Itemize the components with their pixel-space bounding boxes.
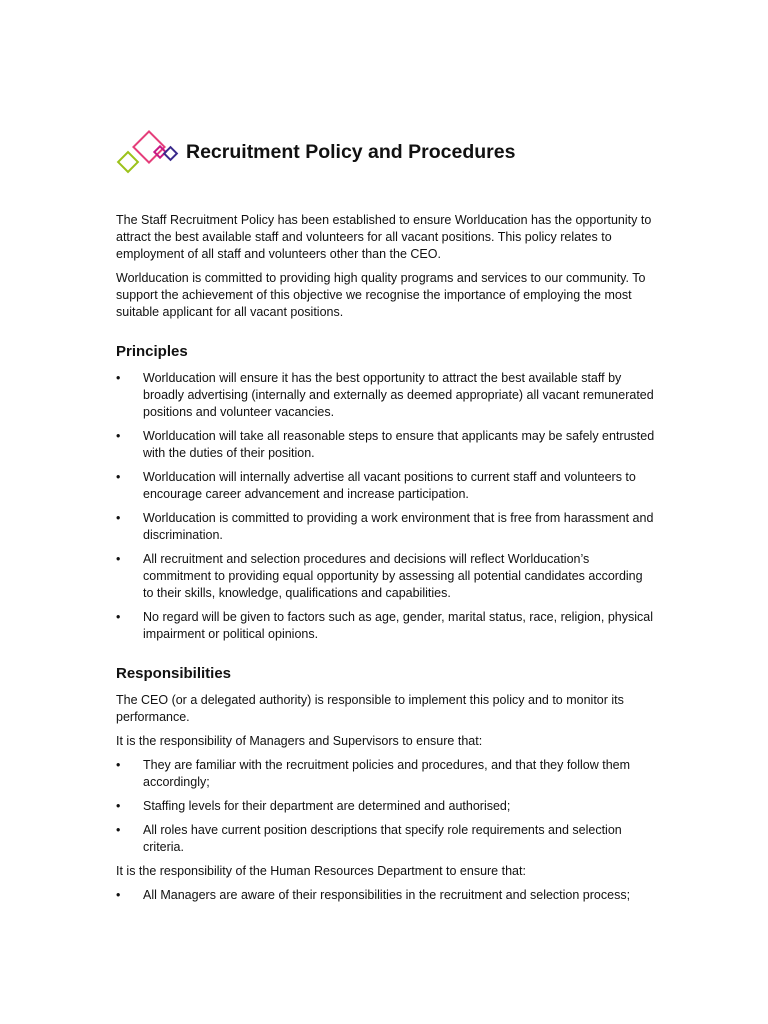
document-header: [116, 128, 656, 176]
list-item: [116, 510, 656, 544]
list-item-text: Worlducation will take all reasonable steps to ensure that applicants may be safely entrusted with the duties of their position.: [143, 429, 655, 460]
bullet-icon: •: [116, 823, 121, 837]
bullet-icon: •: [116, 610, 121, 624]
managers-responsibilities-list: [116, 757, 656, 856]
list-item: [116, 822, 656, 856]
managers-intro-paragraph: It is the responsibility of Managers and Supervisors to ensure that:: [116, 734, 483, 748]
list-item-text: Staffing levels for their department are determined and authorised;: [143, 799, 511, 813]
bullet-icon: •: [116, 888, 121, 902]
page-title: Recruitment Policy and Procedures: [186, 141, 516, 163]
bullet-icon: •: [116, 758, 121, 772]
list-item: [116, 757, 656, 791]
list-item-text: All Managers are aware of their responsibilities in the recruitment and selection process;: [143, 888, 631, 902]
hr-intro-paragraph: It is the responsibility of the Human Resources Department to ensure that:: [116, 864, 526, 878]
bullet-icon: •: [116, 371, 121, 385]
list-item: [116, 609, 656, 643]
list-item: [116, 798, 656, 815]
list-item-text: All recruitment and selection procedures and decisions will reflect Worlducation’s commitment to providing equal opportunity by assessing all potential candidates according to their skills, knowledge, qualifications and capabilities.: [143, 552, 643, 600]
list-item: [116, 469, 656, 503]
list-item-text: They are familiar with the recruitment policies and procedures, and that they follow them accordingly;: [143, 758, 631, 789]
list-item-text: Worlducation will ensure it has the best opportunity to attract the best available staff by broadly advertising (internally and externally as deemed appropriate) all vacant remunerated positions and volunteer vacancies.: [143, 371, 654, 419]
principles-list: [116, 370, 656, 643]
list-item: [116, 370, 656, 421]
intro-paragraph: Worlducation is committed to providing high quality programs and services to our community. To support the achievement of this objective we recognise the importance of employing the most suitable applicant for all vacant positions.: [116, 271, 646, 319]
bullet-icon: •: [116, 552, 121, 566]
hr-responsibilities-list: [116, 887, 656, 904]
list-item: [116, 428, 656, 462]
ceo-responsibility-paragraph: The CEO (or a delegated authority) is responsible to implement this policy and to monitor its performance.: [116, 693, 624, 724]
list-item-text: No regard will be given to factors such as age, gender, marital status, race, religion, physical impairment or political opinions.: [143, 610, 653, 641]
list-item-text: Worlducation will internally advertise all vacant positions to current staff and volunteers to encourage career advancement and increase participation.: [143, 470, 636, 501]
logo-square-green: [118, 152, 138, 172]
logo-square-navy: [164, 147, 177, 160]
principles-heading: Principles: [116, 343, 188, 360]
list-item-text: All roles have current position descriptions that specify role requirements and selection criteria.: [143, 823, 622, 854]
bullet-icon: •: [116, 429, 121, 443]
document-body: [116, 212, 656, 911]
list-item: [116, 887, 656, 904]
bullet-icon: •: [116, 799, 121, 813]
worlducation-logo-icon: [116, 130, 180, 174]
bullet-icon: •: [116, 511, 121, 525]
list-item: [116, 551, 656, 602]
list-item-text: Worlducation is committed to providing a work environment that is free from harassment and discrimination.: [143, 511, 654, 542]
bullet-icon: •: [116, 470, 121, 484]
responsibilities-heading: Responsibilities: [116, 665, 232, 682]
intro-paragraph: The Staff Recruitment Policy has been established to ensure Worlducation has the opportunity to attract the best available staff and volunteers for all vacant positions. This policy relates to employment of all staff and volunteers other than the CEO.: [116, 213, 652, 261]
